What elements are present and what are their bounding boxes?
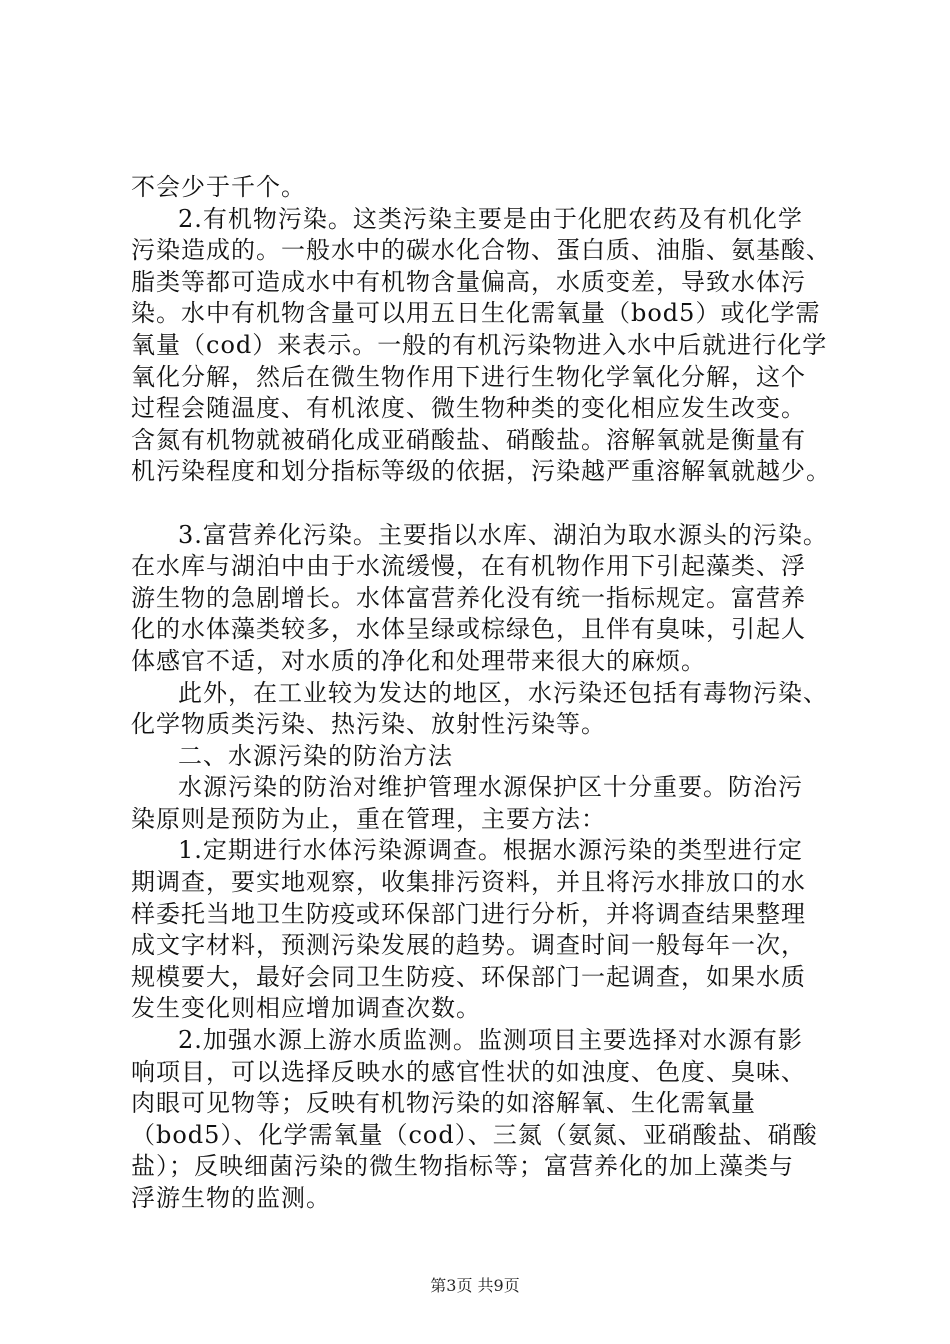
text-line: 成文字材料，预测污染发展的趋势。调查时间一般每年一次， [131, 931, 806, 960]
text-line: 含氮有机物就被硝化成亚硝酸盐、硝酸盐。溶解氧就是衡量有 [131, 425, 806, 454]
text-line: 体感官不适，对水质的净化和处理带来很大的麻烦。 [131, 646, 706, 675]
text-line: 样委托当地卫生防疫或环保部门进行分析，并将调查结果整理 [131, 899, 806, 928]
text-line: 发生变化则相应增加调查次数。 [131, 994, 481, 1023]
text-line: 二、水源污染的防治方法 [178, 741, 453, 770]
text-line: 在水库与湖泊中由于水流缓慢，在有机物作用下引起藻类、浮 [131, 552, 806, 581]
text-line: 肉眼可见物等；反映有机物污染的如溶解氧、生化需氧量 [131, 1089, 756, 1118]
text-line: 此外，在工业较为发达的地区，水污染还包括有毒物污染、 [178, 678, 828, 707]
text-line: 脂类等都可造成水中有机物含量偏高，水质变差，导致水体污 [131, 267, 806, 296]
blank-line [131, 488, 831, 520]
text-line: 不会少于千个。 [131, 173, 306, 201]
text-line: 1.定期进行水体污染源调查。根据水源污染的类型进行定 [178, 836, 803, 865]
text-line: 3.富营养化污染。主要指以水库、湖泊为取水源头的污染。 [178, 520, 828, 549]
text-line: 规模要大，最好会同卫生防疫、环保部门一起调查，如果水质 [131, 962, 806, 991]
text-line: 响项目，可以选择反映水的感官性状的如浊度、色度、臭味、 [131, 1057, 806, 1086]
text-line: 染原则是预防为止，重在管理，主要方法： [131, 804, 606, 833]
document-body [131, 172, 831, 1215]
text-line: 浮游生物的监测。 [131, 1184, 331, 1212]
text-line: （bod5）、化学需氧量（cod）、三氮（氨氮、亚硝酸盐、硝酸 [131, 1120, 818, 1149]
text-line: 染。水中有机物含量可以用五日生化需氧量（bod5）或化学需 [131, 299, 821, 328]
text-line: 过程会随温度、有机浓度、微生物种类的变化相应发生改变。 [131, 394, 806, 423]
text-line: 2.有机物污染。这类污染主要是由于化肥农药及有机化学 [178, 204, 803, 233]
text-line: 氧量（cod）来表示。一般的有机污染物进入水中后就进行化学 [131, 330, 828, 359]
text-line: 化学物质类污染、热污染、放射性污染等。 [131, 710, 606, 739]
text-line: 污染造成的。一般水中的碳水化合物、蛋白质、油脂、氨基酸、 [131, 236, 831, 265]
text-line: 2.加强水源上游水质监测。监测项目主要选择对水源有影 [178, 1026, 803, 1055]
page-footer: 第3页 共9页 [430, 1276, 520, 1295]
text-line: 期调查，要实地观察，收集排污资料，并且将污水排放口的水 [131, 868, 806, 897]
text-line: 游生物的急剧增长。水体富营养化没有统一指标规定。富营养 [131, 583, 806, 612]
text-line: 氧化分解，然后在微生物作用下进行生物化学氧化分解，这个 [131, 362, 806, 391]
text-line: 机污染程度和划分指标等级的依据，污染越严重溶解氧就越少。 [131, 457, 831, 486]
text-line: 盐）；反映细菌污染的微生物指标等；富营养化的加上藻类与 [131, 1152, 794, 1181]
text-line: 水源污染的防治对维护管理水源保护区十分重要。防治污 [178, 773, 803, 802]
text-line: 化的水体藻类较多，水体呈绿或棕绿色，且伴有臭味，引起人 [131, 615, 806, 644]
